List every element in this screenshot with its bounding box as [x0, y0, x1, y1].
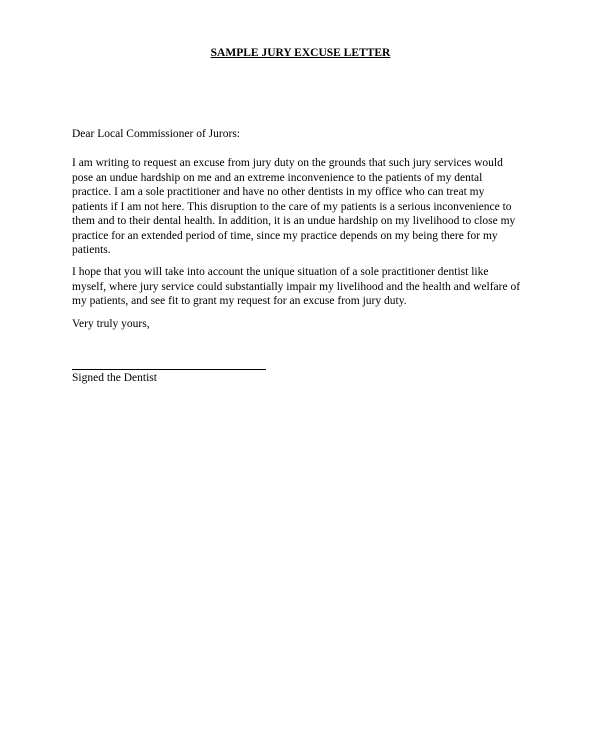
paragraph-request — [72, 156, 515, 258]
signature-line — [72, 369, 266, 370]
paragraph-line: myself, where jury service could substantially impair my livelihood and the health and welfare of — [72, 280, 521, 293]
signature-name: Signed the Dentist — [72, 372, 157, 384]
paragraph-line: patients. — [72, 244, 111, 256]
paragraph-line: practice. I am a sole practitioner and have no other dentists in my office who can treat my — [72, 186, 485, 198]
paragraph-line: practice for an extended period of time, since my practice depends on my being there for my — [72, 229, 498, 242]
closing: Very truly yours, — [72, 318, 150, 330]
paragraph-line: I hope that you will take into account the unique situation of a sole practitioner dentist like — [72, 266, 489, 278]
salutation: Dear Local Commissioner of Jurors: — [72, 128, 240, 140]
paragraph-line: patients if I am not here. This disruption to the care of my patients is a serious inconvenience to — [72, 200, 512, 213]
paragraph-line: my patients, and see fit to grant my request for an excuse from jury duty. — [72, 295, 407, 307]
paragraph-line: them and to their dental health. In addition, it is an undue hardship on my livelihood to close my — [72, 215, 516, 227]
paragraph-hope — [72, 265, 520, 309]
letter-title: SAMPLE JURY EXCUSE LETTER — [210, 47, 391, 59]
paragraph-line: I am writing to request an excuse from jury duty on the grounds that such jury services would — [72, 157, 503, 169]
paragraph-line: pose an undue hardship on me and an extreme inconvenience to the patients of my dental — [72, 171, 483, 184]
